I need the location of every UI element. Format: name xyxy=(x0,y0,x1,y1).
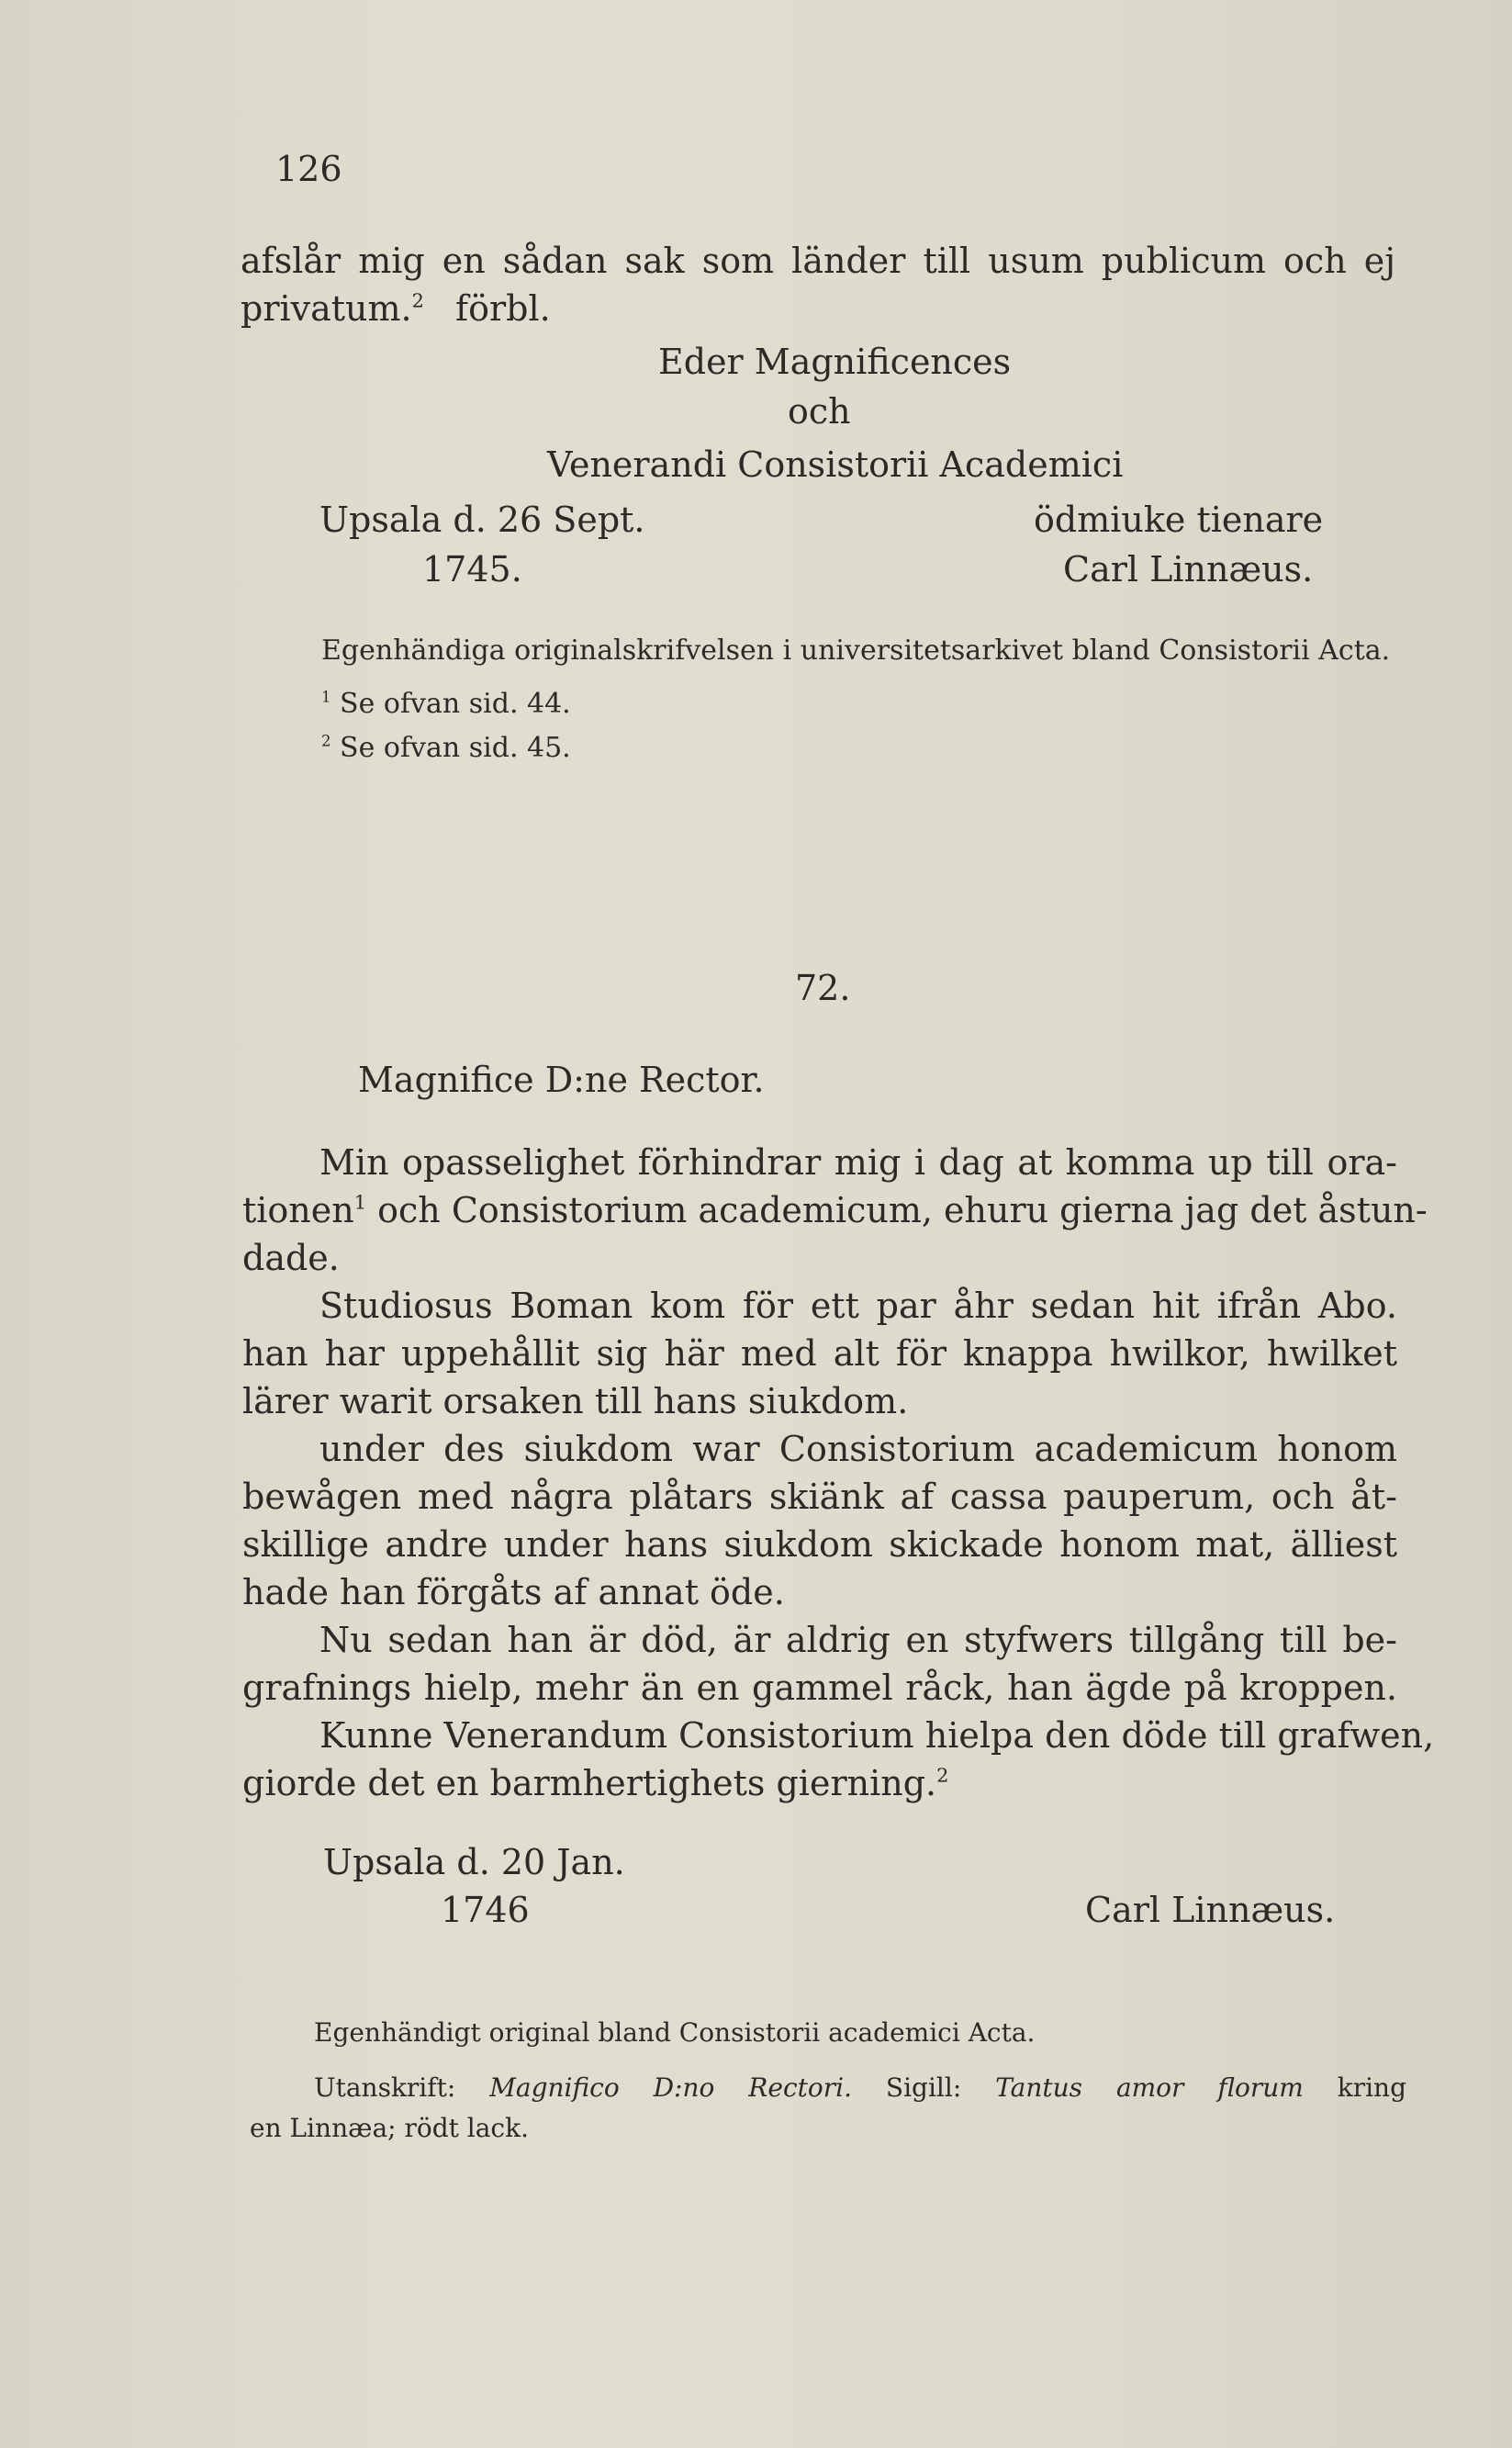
signature: Carl Linnæus. xyxy=(1063,549,1314,590)
p4-line2: grafnings hielp, mehr än en gammel råck, han ägde på kroppen. xyxy=(242,1668,1397,1708)
place-date: Upsala d. 26 Sept. xyxy=(319,500,645,540)
address-line: Utanskrift: Magnifico D:no Rectori. Sigill: Tantus amor florum kring xyxy=(314,2072,1407,2103)
p2-line3: lärer warit orsaken till hans siukdom. xyxy=(242,1381,909,1421)
closing-line3: Venerandi Consistorii Academici xyxy=(547,444,1124,485)
p3-line1: under des siukdom war Consistorium academicum honom xyxy=(319,1429,1397,1469)
year: 1745. xyxy=(422,549,522,590)
address-line-2: en Linnæa; rödt lack. xyxy=(250,2113,529,2143)
place-date-2: Upsala d. 20 Jan. xyxy=(323,1842,625,1882)
p3-line2: bewågen med några plåtars skiänk af cassa pauperum, och åt- xyxy=(242,1477,1397,1517)
p1-line3: dade. xyxy=(242,1238,340,1278)
p4-line1: Nu sedan han är död, är aldrig en styfwers tillgång till be- xyxy=(319,1620,1397,1660)
year-2: 1746 xyxy=(441,1890,530,1930)
source-note: Egenhändiga originalskrifvelsen i universitetsarkivet bland Consistorii Acta. xyxy=(321,634,1391,667)
page-number: 126 xyxy=(275,149,342,189)
p2-line2: han har uppehållit sig här med alt för knappa hwilkor, hwilket xyxy=(242,1333,1397,1374)
closing-line2: och xyxy=(788,391,851,432)
p1-line1: Min opasselighet förhindrar mig i dag at komma up till ora- xyxy=(319,1142,1397,1183)
signature-2: Carl Linnæus. xyxy=(1085,1890,1336,1930)
p3-line4: hade han förgåts af annat öde. xyxy=(242,1572,785,1612)
p5-line2: giorde det en barmhertighets gierning.$^2$ xyxy=(242,1763,949,1803)
footnote-1: $^1$ Se ofvan sid. 44. xyxy=(321,688,571,720)
source-note-2: Egenhändigt original bland Consistorii academici Acta. xyxy=(314,2017,1036,2048)
footnote-2: $^2$ Se ofvan sid. 45. xyxy=(321,732,571,764)
p2-line1: Studiosus Boman kom för ett par åhr sedan hit ifrån Abo. xyxy=(319,1286,1397,1326)
letter1-line2: privatum.$^2$ förbl. xyxy=(241,288,551,329)
salutation: Magnifice D:ne Rector. xyxy=(358,1060,765,1100)
p5-line1: Kunne Venerandum Consistorium hielpa den döde till grafwen, xyxy=(319,1715,1435,1756)
signoff: ödmiuke tienare xyxy=(1034,500,1324,540)
p3-line3: skillige andre under hans siukdom skickade honom mat, älliest xyxy=(242,1524,1397,1565)
p1-line2: tionen$^1$ och Consistorium academicum, ehuru gierna jag det åstun- xyxy=(242,1190,1428,1230)
letter-number: 72. xyxy=(795,968,851,1008)
letter1-line1: afslår mig en sådan sak som länder till usum publicum och ej xyxy=(241,241,1395,281)
closing-line1: Eder Magnificences xyxy=(658,342,1012,382)
